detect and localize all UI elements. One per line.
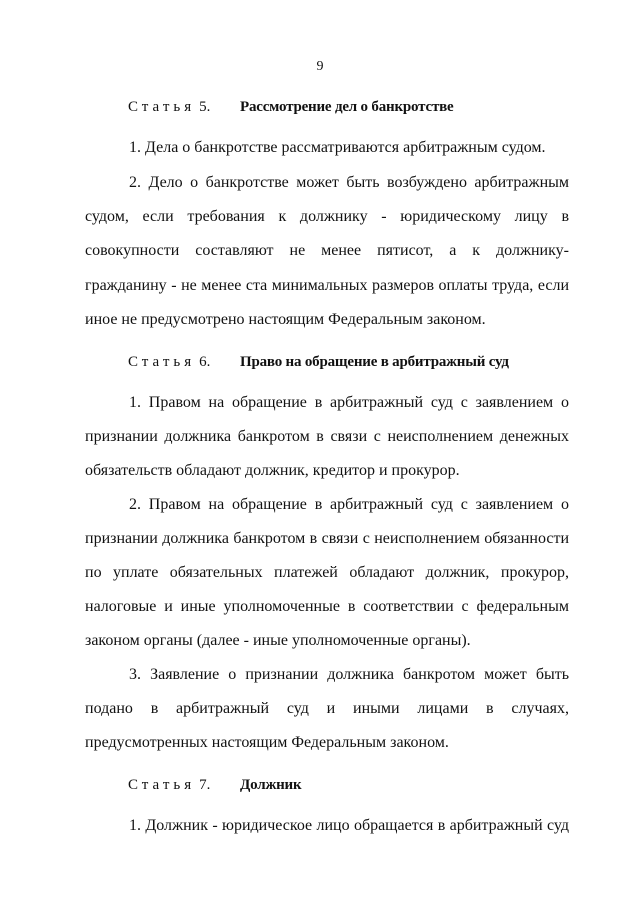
- article-label: Статья: [128, 99, 196, 115]
- article-6-heading: [128, 354, 509, 371]
- paragraph-line: 1. Дела о банкротстве рассматриваются арбитражным судом.: [129, 139, 546, 156]
- article-label: Статья: [128, 777, 196, 793]
- article-title: Рассмотрение дел о банкротстве: [240, 99, 454, 115]
- paragraph-line: иное не предусмотрено настоящим Федеральным законом.: [85, 311, 486, 328]
- paragraph-line: судом, если требования к должнику - юридическому лицу в: [85, 208, 569, 225]
- paragraph-line: налоговые и иные уполномоченные в соответствии с федеральным: [85, 598, 569, 615]
- article-5-heading: [128, 99, 454, 116]
- paragraph-line: признании должника банкротом в связи с неисполнением обязанности: [85, 530, 569, 547]
- paragraph-line: 3. Заявление о признании должника банкротом может быть: [129, 666, 569, 683]
- page-number: 9: [316, 59, 324, 74]
- paragraph-line: предусмотренных настоящим Федеральным законом.: [85, 734, 449, 751]
- article-number: 6.: [199, 354, 211, 370]
- paragraph-line: обязательств обладают должник, кредитор и прокурор.: [85, 462, 460, 479]
- paragraph-line: гражданину - не менее ста минимальных размеров оплаты труда, если: [85, 277, 569, 294]
- article-label: Статья: [128, 354, 196, 370]
- article-title: Право на обращение в арбитражный суд: [240, 354, 509, 370]
- paragraph-line: совокупности составляют не менее пятисот, а к должнику-: [85, 242, 569, 259]
- paragraph-line: 2. Правом на обращение в арбитражный суд с заявлением о: [129, 496, 569, 513]
- paragraph-line: законом органы (далее - иные уполномоченные органы).: [85, 632, 471, 649]
- article-title: Должник: [240, 777, 302, 793]
- article-number: 7.: [199, 777, 211, 793]
- article-7-heading: [128, 777, 302, 794]
- paragraph-line: 2. Дело о банкротстве может быть возбуждено арбитражным: [129, 174, 569, 191]
- paragraph-line: по уплате обязательных платежей обладают должник, прокурор,: [85, 564, 569, 581]
- paragraph-line: признании должника банкротом в связи с неисполнением денежных: [85, 428, 569, 445]
- article-number: 5.: [199, 99, 211, 115]
- paragraph-line: подано в арбитражный суд и иными лицами в случаях,: [85, 700, 569, 717]
- paragraph-line: 1. Должник - юридическое лицо обращается в арбитражный суд: [129, 817, 569, 834]
- paragraph-line: 1. Правом на обращение в арбитражный суд с заявлением о: [129, 394, 569, 411]
